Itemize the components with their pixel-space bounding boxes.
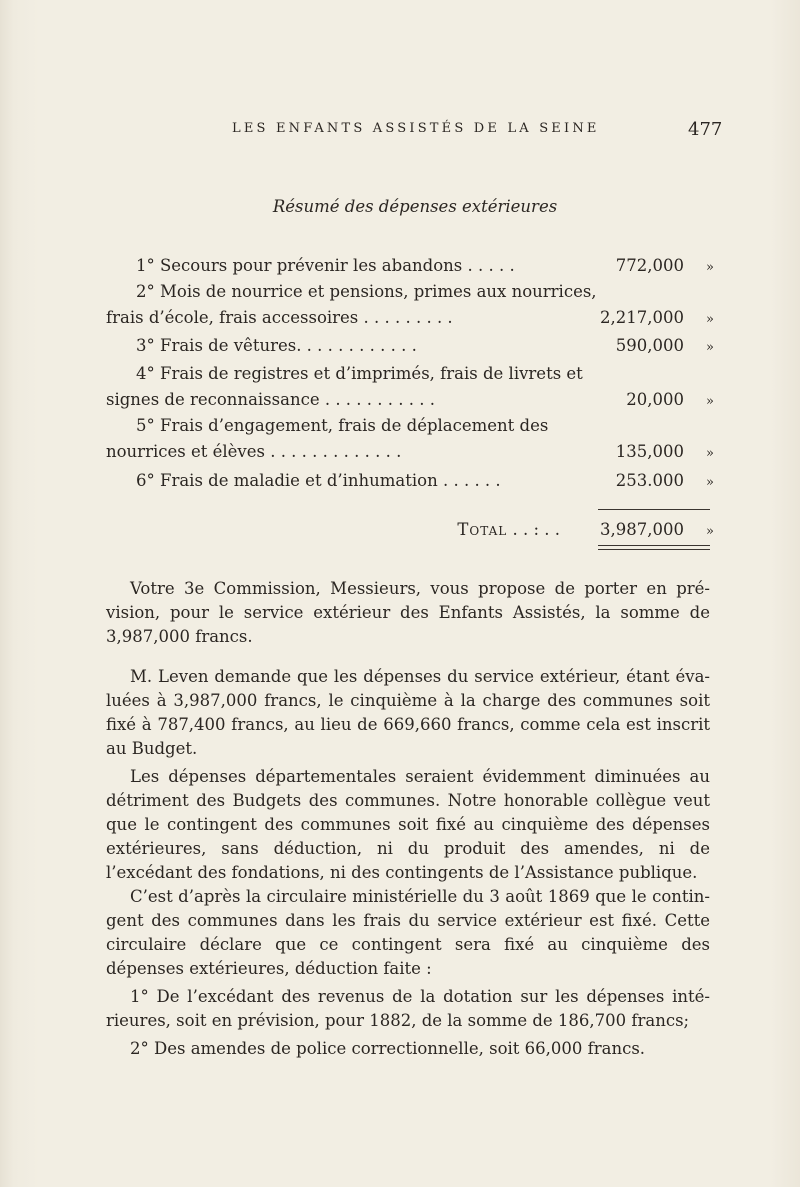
expense-symbol: » bbox=[706, 475, 714, 490]
paragraph-6: 2° Des amendes de police correctionnelle, soit 66,000 francs. bbox=[130, 1039, 646, 1058]
page-number: 477 bbox=[688, 119, 723, 140]
paragraph-2: M. Leven demande que les dépenses du service extérieur, étant éva-luées à 3,987,000 francs, le cinquième à la charge des communes soit fixé à 787,400 francs, au lieu de 669,660 francs, comme cela est inscrit au Budget. bbox=[106, 667, 710, 758]
expense-label: 2° Mois de nourrice et pensions, primes aux nourrices, bbox=[136, 282, 597, 301]
total-symbol: » bbox=[706, 524, 714, 539]
expense-label: 1° Secours pour prévenir les abandons . . . . . bbox=[136, 256, 515, 275]
total-dots: . . : . . bbox=[512, 520, 560, 539]
expense-amount: 20,000 bbox=[626, 390, 684, 409]
expense-symbol: » bbox=[706, 340, 714, 355]
total-double-rule-top bbox=[598, 545, 710, 546]
expense-symbol: » bbox=[706, 312, 714, 327]
running-title: LES ENFANTS ASSISTÉS DE LA SEINE bbox=[232, 121, 600, 136]
expense-amount: 590,000 bbox=[615, 336, 684, 355]
expense-label-continued: frais d’école, frais accessoires . . . . . . . . . bbox=[106, 308, 453, 327]
page-header bbox=[0, 121, 800, 141]
expense-symbol: » bbox=[706, 260, 714, 275]
paragraph-4: C’est d’après la circulaire ministérielle du 3 août 1869 que le contin-gent des communes dans les frais du service extérieur est fixé. Cette circulaire déclare que ce contingent sera fixé au cinquième des dépenses extérieures, déduction faite : bbox=[106, 887, 710, 978]
expense-label: 5° Frais d’engagement, frais de déplacement des bbox=[136, 416, 549, 435]
expense-label: 3° Frais de vêtures. . . . . . . . . . . . bbox=[136, 336, 417, 355]
paragraph-5: 1° De l’excédant des revenus de la dotation sur les dépenses inté-rieures, soit en prévision, pour 1882, de la somme de 186,700 francs; bbox=[106, 987, 710, 1030]
expense-amount: 253.000 bbox=[615, 471, 684, 490]
expense-label: 6° Frais de maladie et d’inhumation . . . . . . bbox=[136, 471, 501, 490]
expense-symbol: » bbox=[706, 394, 714, 409]
expense-amount: 772,000 bbox=[615, 256, 684, 275]
total-amount: 3,987,000 bbox=[600, 520, 684, 539]
paragraph-3: Les dépenses départementales seraient évidemment diminuées au détriment des Budgets des communes. Notre honorable collègue veut que le contingent des communes soit fixé au cinquième des dépenses extérieures, sans déduction, ni du produit des amendes, ni de l’excédant des fondations, ni des contingents de l’Assistance publique. bbox=[106, 767, 710, 882]
paragraph-1: Votre 3e Commission, Messieurs, vous propose de porter en pré-vision, pour le service extérieur des Enfants Assistés, la somme de 3,987,000 francs. bbox=[106, 579, 710, 646]
expense-label-continued: signes de reconnaissance . . . . . . . . . . . bbox=[106, 390, 435, 409]
expense-amount: 2,217,000 bbox=[600, 308, 684, 327]
expense-label-continued: nourrices et élèves . . . . . . . . . . . . . bbox=[106, 442, 402, 461]
section-title: Résumé des dépenses extérieures bbox=[272, 197, 558, 216]
total-label: Total bbox=[457, 520, 508, 539]
expense-amount: 135,000 bbox=[615, 442, 684, 461]
total-double-rule-bottom bbox=[598, 549, 710, 550]
expense-label: 4° Frais de registres et d’imprimés, frais de livrets et bbox=[136, 364, 583, 383]
total-text bbox=[230, 520, 560, 540]
sum-rule bbox=[598, 509, 710, 510]
expense-symbol: » bbox=[706, 446, 714, 461]
